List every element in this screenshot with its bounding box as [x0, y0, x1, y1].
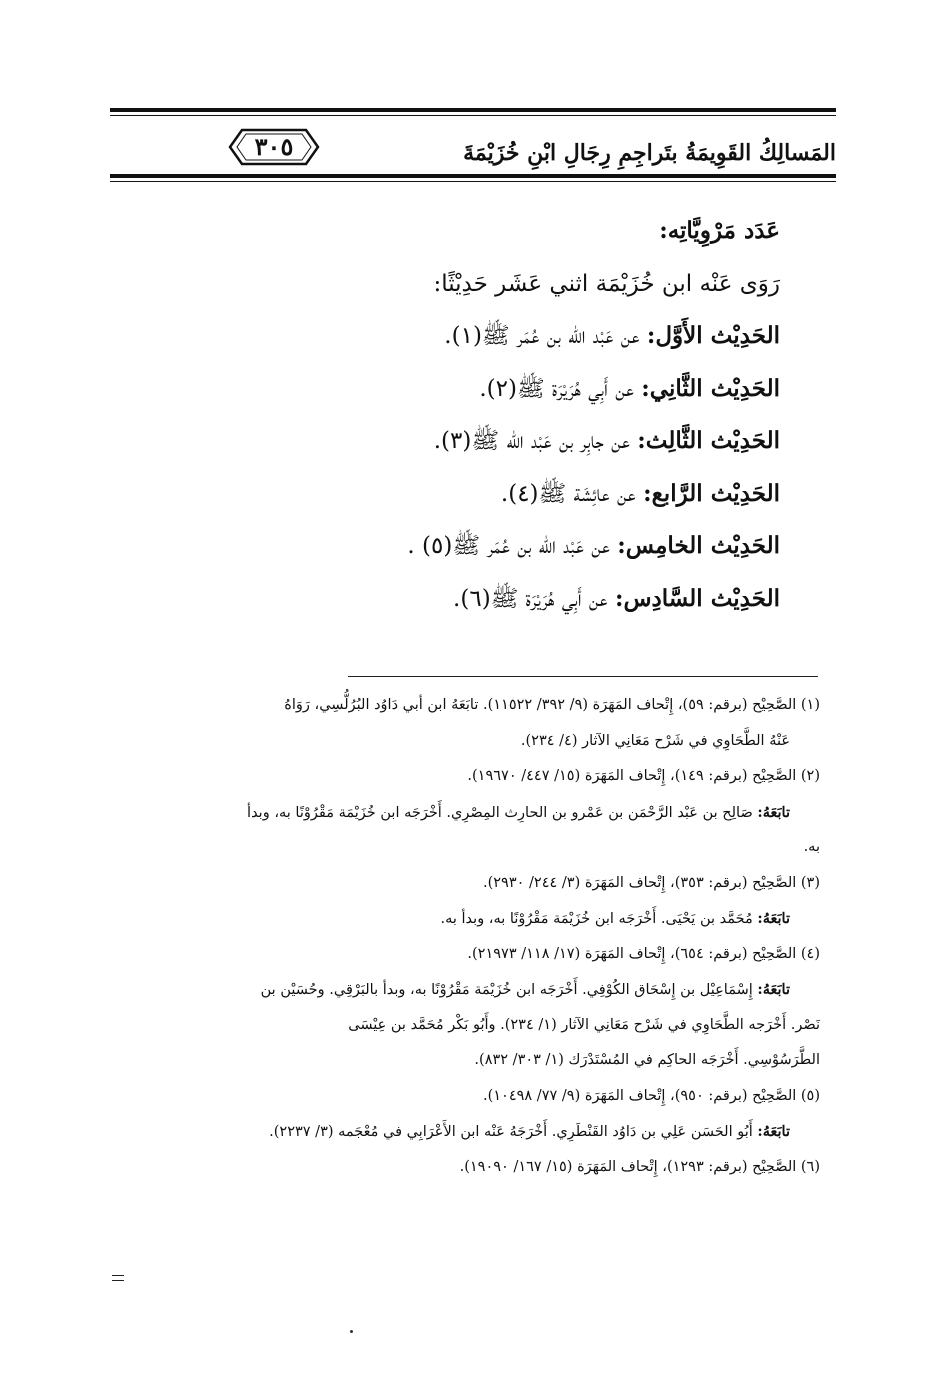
footnote-line: به.: [803, 839, 820, 855]
footnote-line: (٤) الصَّحِيْح (برقم: ٦٥٤)، إِتْحاف المَهَرَة (١٧/ ١١٨/ ٢١٩٧٣).: [467, 945, 820, 962]
page-number-badge: [228, 126, 320, 168]
hadith-text: عن عَبْد الله بن عُمَر ﷺ(٥) .: [407, 533, 618, 559]
continuation-mark: [112, 1275, 124, 1276]
page-number: ٣٠٥: [254, 132, 294, 161]
footnote-line: [108, 972, 820, 1008]
hadith-label: الحَدِيْث الثَّالِث:: [637, 427, 780, 454]
hadith-text: عن عائِشَة ﷺ(٤).: [500, 480, 644, 507]
footnote-line: [108, 795, 820, 831]
section-heading: عَدَد مَرْوِيَّاتِه:: [659, 217, 780, 244]
footnote-lead: تابَعَهُ:: [757, 981, 790, 998]
footnote-text: أَبُو الحَسَن عَلِي بن دَاوُد القَنْطَرِي. أَخْرَجَهُ عَنْه ابن الأَعْرَابِي في مُعْجَمه (٣/ ٢٢٣٧).: [269, 1124, 758, 1140]
page-header: [110, 98, 836, 188]
hadith-text: عن جابِر بن عَبْد الله ﷺ(٣).: [433, 428, 638, 454]
header-rule-top-thin: [110, 115, 836, 116]
hadith-text: عن عَبْد الله بن عُمَر ﷺ(١).: [444, 323, 647, 349]
footnote-line: (٦) الصَّحِيْح (برقم: ١٢٩٣)، إِتْحاف المَهَرَة (١٥/ ١٦٧/ ١٩٠٩٠).: [459, 1158, 820, 1175]
hadith-label: الحَدِيْث السَّادِس:: [614, 584, 780, 612]
hadith-text: عن أَبِي هُرَيْرَة ﷺ(٢).: [479, 375, 642, 402]
footnote-line: الطَّرَسُوْسِي. أَخْرَجَه الحاكِم في المُسْتَدْرَك (١/ ٣٠٣/ ٨٣٢).: [474, 1052, 820, 1068]
main-text: [340, 205, 780, 625]
footnote-text: صَالِح بن عَبْد الرَّحْمَن بن عَمْرو بن الحارِث المِصْرِي. أَخْرَجَه ابن خُزَيْمَة مَقْرُوْنًا به، وبدأ: [247, 804, 758, 821]
footnote-lead: تابَعَهُ:: [757, 910, 790, 927]
header-rule-top: [110, 108, 836, 112]
footnote-line: [108, 1114, 820, 1150]
footnote-separator: [348, 676, 818, 677]
footnote-lead: تابَعَهُ:: [757, 1123, 790, 1140]
footnote-line: (٥) الصَّحِيْح (برقم: ٩٥٠)، إِتْحاف المَهَرَة (٩/ ٧٧/ ١٠٤٩٨).: [482, 1087, 820, 1104]
footnote-line: نَصْر. أَخْرَجه الطَّحَاوِي في شَرْح مَعَانِي الآثار (١/ ٢٣٤). وأَبُو بَكْر مُحَمَّد بن عِيْسَى: [348, 1016, 820, 1033]
hadith-text: عن أَبِي هُرَيْرَة ﷺ(٦).: [453, 585, 615, 612]
continuation-mark: [112, 1280, 124, 1281]
hadith-label: الحَدِيْث الأَوَّل:: [646, 322, 780, 349]
header-rule-bottom: [110, 174, 836, 178]
hadith-line: [340, 415, 780, 468]
intro-line: رَوَى عَنْه ابن خُزَيْمَة اثني عَشَر حَدِيْثًا:: [433, 270, 780, 297]
running-title: المَسالِكُ القَوِيمَةُ بتَراجِمِ رِجَالِ ابْنِ خُزَيْمَةَ: [463, 140, 836, 166]
hadith-label: الحَدِيْث الرَّابع:: [643, 479, 780, 507]
page-speck: [350, 1330, 353, 1333]
footnote-text: مُحَمَّد بن يَحْيَى. أَخْرَجَه ابن خُزَيْمَة مَقْرُوْنًا به، وبدأ به.: [440, 911, 758, 927]
header-rule-bottom-thin: [110, 181, 836, 182]
footnote-lead: تابَعَهُ:: [757, 803, 790, 821]
footnote-text: إِسْمَاعِيْل بن إِسْحَاق الكُوْفِي. أَخْرَجَه ابن خُزَيْمَة مَقْرُوْنًا به، وبدأ بالبَرْقِي. وحُسَيْن بن: [260, 982, 758, 998]
footnote-line: [108, 901, 820, 937]
hadith-line: [340, 363, 780, 416]
hadith-line: [340, 468, 780, 521]
hadith-line: [340, 310, 780, 363]
footnote-line: (٣) الصَّحِيْح (برقم: ٣٥٣)، إِتْحاف المَهَرَة (٣/ ٢٤٤/ ٢٩٣٠).: [482, 874, 820, 891]
footnote-line: (٢) الصَّحِيْح (برقم: ١٤٩)، إِتْحاف المَهَرَة (١٥/ ٤٤٧/ ١٩٦٧٠).: [467, 768, 820, 784]
hadith-line: [340, 573, 780, 626]
hadith-line: [340, 520, 780, 573]
footnote-line: عَنْهُ الطَّحَاوِي في شَرْح مَعَانِي الآثار (٤/ ٢٣٤).: [520, 732, 790, 749]
hadith-label: الحَدِيْث الثَّانِي:: [641, 374, 780, 402]
hadith-label: الحَدِيْث الخامِس:: [617, 532, 780, 559]
footnotes: [108, 688, 820, 1185]
footnote-line: (١) الصَّحِيْح (برقم: ٥٩)، إِتْحاف المَهَرَة (٩/ ٣٩٢/ ١١٥٢٢). تابَعَهُ ابن أبي دَاوُد البُرُلُّسِي، رَوَاهُ: [284, 697, 820, 713]
